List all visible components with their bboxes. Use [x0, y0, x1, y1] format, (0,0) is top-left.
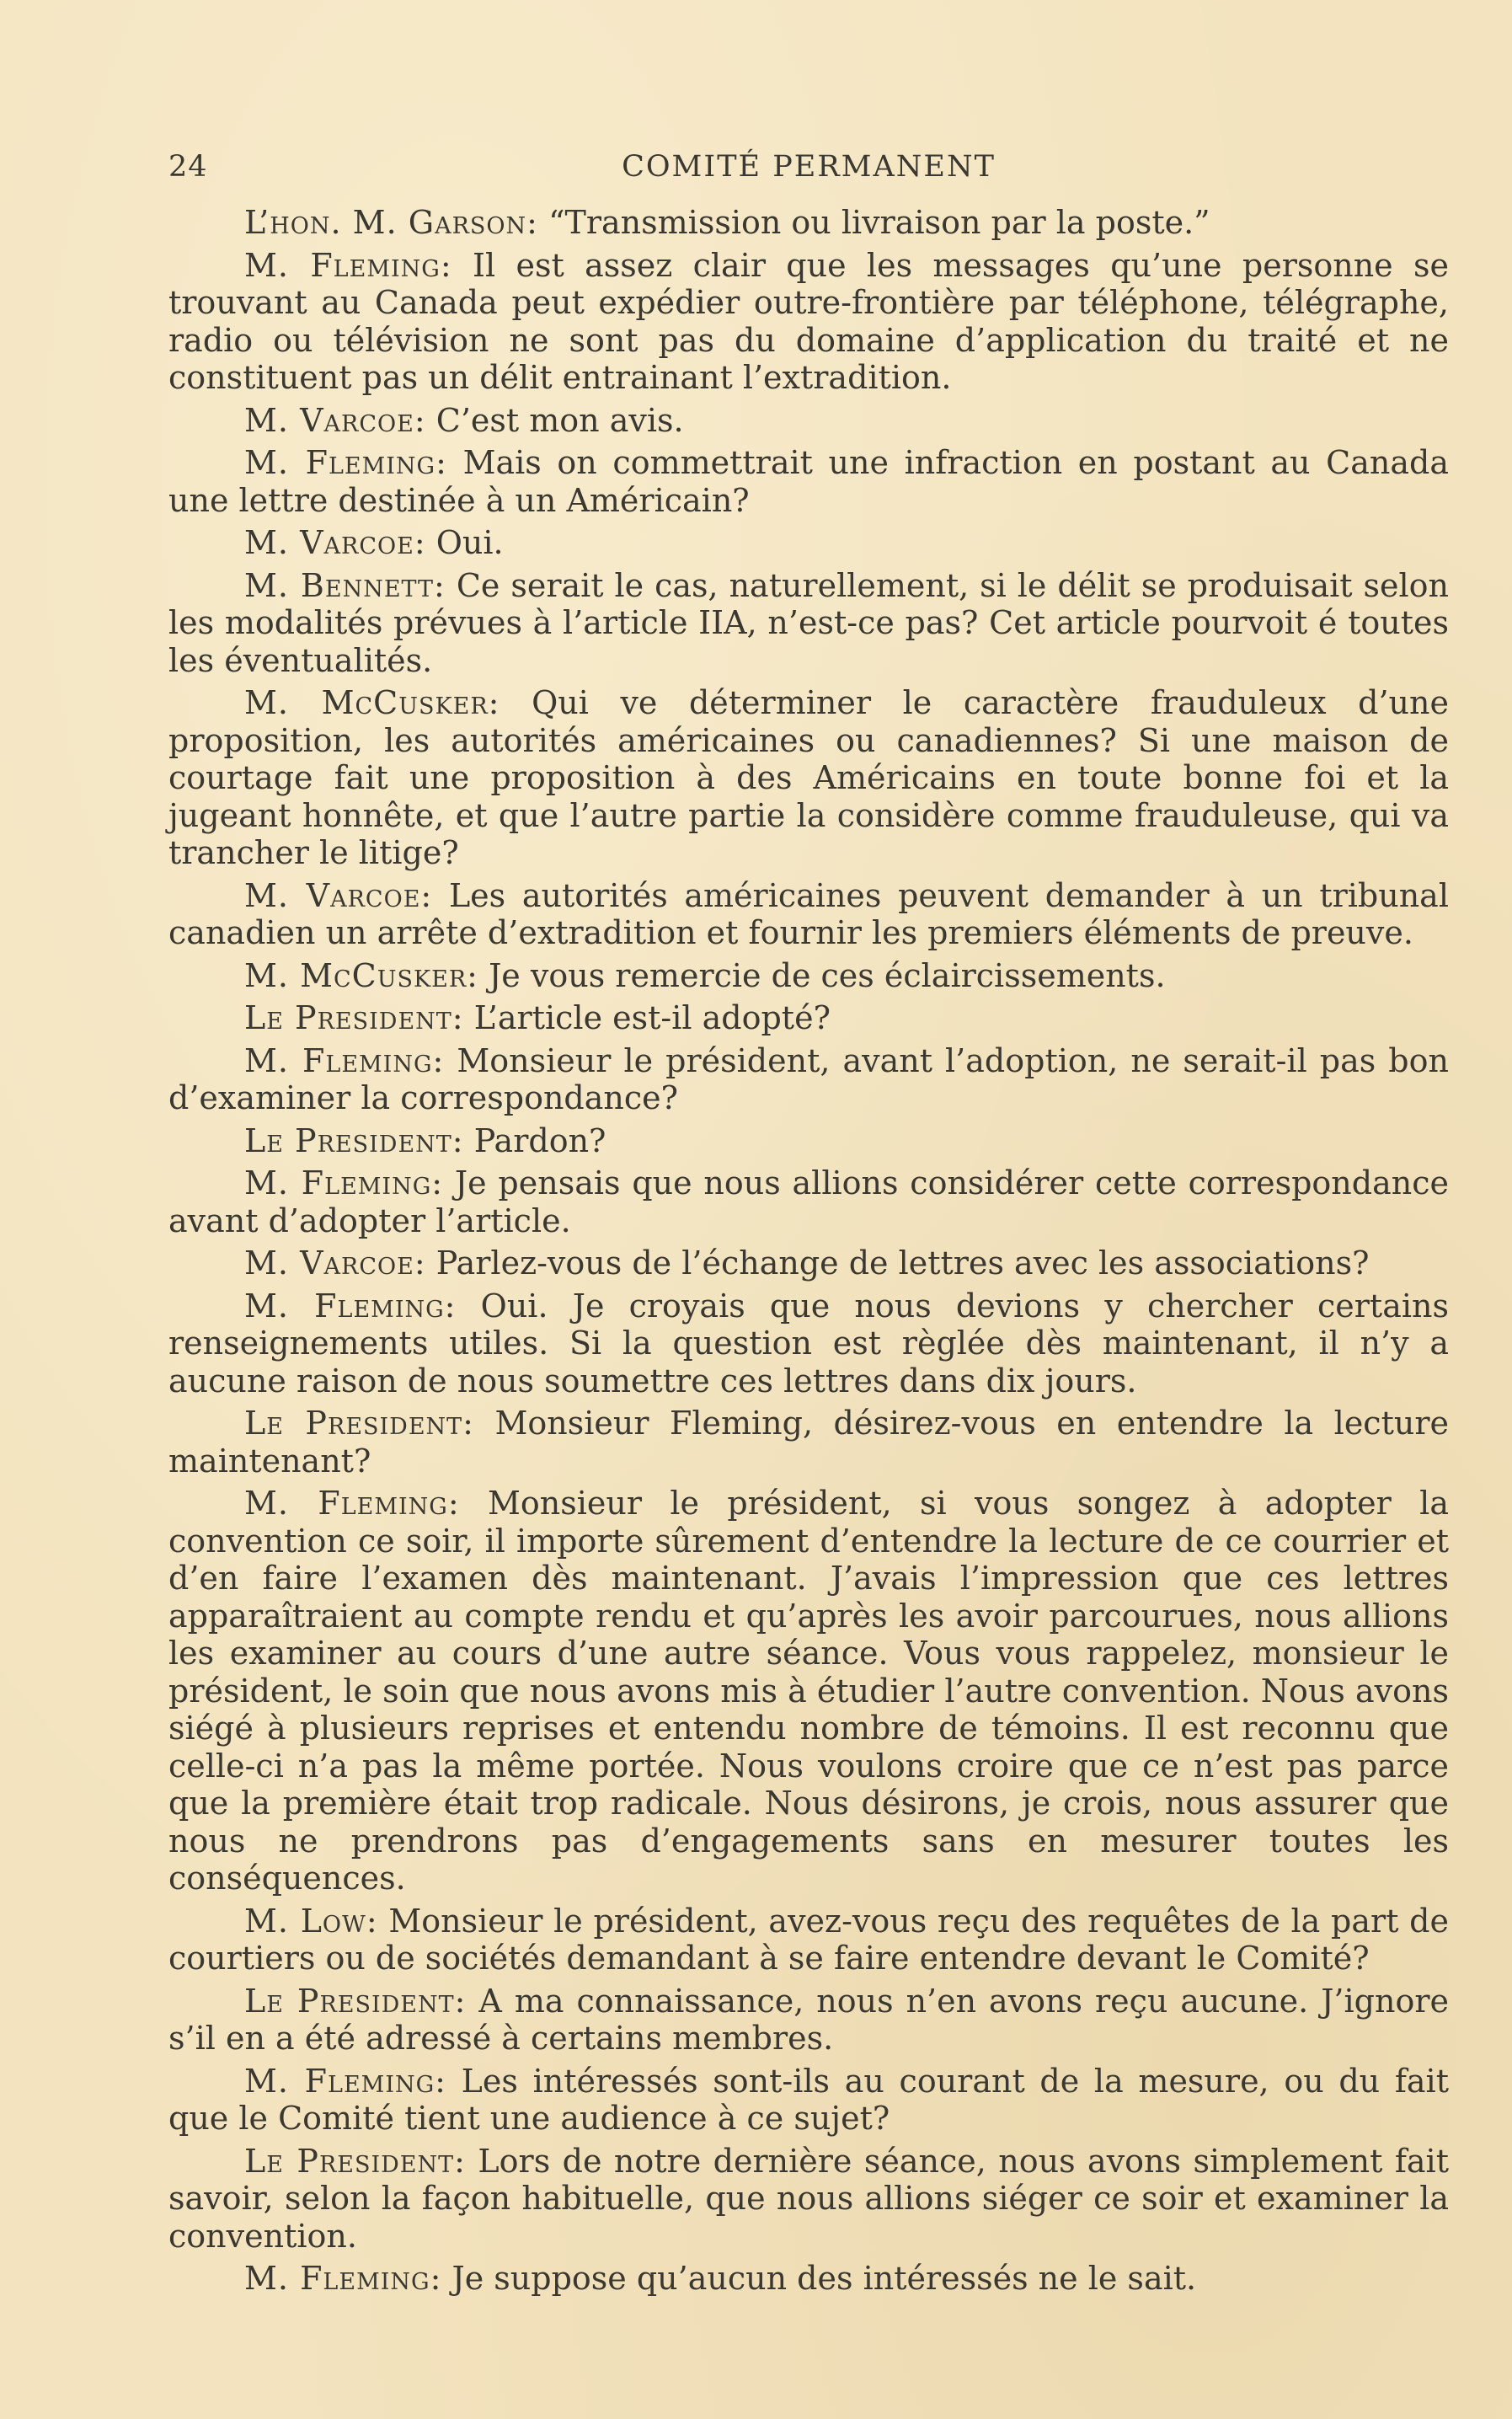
- speaker-name: L’hon. M. Garson:: [244, 204, 538, 241]
- speaker-name: M. Varcoe:: [244, 524, 426, 561]
- transcript-paragraph: [168, 2063, 1449, 2138]
- statement-text: “Transmission ou livraison par la poste.”: [548, 204, 1210, 241]
- transcript-paragraph: [168, 1903, 1449, 1977]
- speaker-name: M. Fleming:: [244, 246, 452, 284]
- transcript-body: [168, 204, 1449, 2298]
- speaker-name: M. Varcoe:: [244, 1244, 426, 1282]
- speaker-name: M. Low:: [244, 1902, 378, 1940]
- statement-text: Monsieur le président, si vous songez à adopter la convention ce soir, il importe sûrement d’entendre la lecture de ce courrier et d’en faire l’examen dès maintenant. J’avais l’impression que ces lettres apparaîtraient au compte rendu et qu’après les avoir parcourues, nous allions les examiner au cours d’une autre séance. Vous vous rappelez, monsieur le président, le soin que nous avons mis à étudier l’autre convention. Nous avons siégé à plusieurs reprises et entendu nombre de témoins. Il est reconnu que celle-ci n’a pas la même portée. Nous voulons croire que ce n’est pas parce que la première était trop radicale. Nous désirons, je crois, nous assurer que nous ne prendrons pas d’engagements sans en mesurer toutes les conséquences.: [168, 1485, 1449, 1897]
- transcript-paragraph: [168, 524, 1449, 562]
- statement-text: Il est assez clair que les messages qu’une personne se trouvant au Canada peut expédier outre-frontière par téléphone, télégraphe, radio ou télévision ne sont pas du domaine d’application du traité et ne constituent pas un délit entrainant l’extradition.: [168, 246, 1449, 396]
- statement-text: Je suppose qu’aucun des intéressés ne le sait.: [451, 2260, 1197, 2297]
- statement-text: Qui ve déterminer le caractère frauduleux d’une proposition, les autorités américaines ou canadiennes? Si une maison de courtage fait une proposition à des Américains en toute bonne foi et la jugeant honnête, et que l’autre partie la considère comme frauduleuse, qui va trancher le litige?: [168, 684, 1449, 871]
- statement-text: Les intéressés sont-ils au courant de la mesure, ou du fait que le Comité tient une audience à ce sujet?: [168, 2062, 1449, 2137]
- transcript-paragraph: [168, 247, 1449, 397]
- transcript-paragraph: [168, 567, 1449, 680]
- statement-text: Parlez-vous de l’échange de lettres avec les associations?: [435, 1244, 1370, 1282]
- running-head: COMITÉ PERMANENT: [622, 150, 996, 184]
- statement-text: Monsieur le président, avant l’adoption, ne serait-il pas bon d’examiner la correspondance?: [168, 1041, 1449, 1116]
- transcript-paragraph: [168, 1164, 1449, 1239]
- speaker-name: Le President:: [244, 1121, 464, 1159]
- statement-text: Mais on commettrait une infraction en postant au Canada une lettre destinée à un Américain?: [168, 444, 1449, 519]
- statement-text: Je vous remercie de ces éclaircissements.: [489, 956, 1166, 994]
- statement-text: Les autorités américaines peuvent demander à un tribunal canadien un arrête d’extradition et fournir les premiers éléments de preuve.: [168, 876, 1449, 951]
- speaker-name: Le President:: [244, 2142, 466, 2180]
- transcript-paragraph: [168, 1405, 1449, 1480]
- transcript-paragraph: [168, 957, 1449, 995]
- speaker-name: Le President:: [244, 1405, 474, 1442]
- speaker-name: M. Fleming:: [244, 444, 447, 481]
- statement-text: A ma connaissance, nous n’en avons reçu aucune. J’ignore s’il en a été adressé à certains membres.: [168, 1982, 1449, 2057]
- transcript-paragraph: [168, 1122, 1449, 1160]
- statement-text: Monsieur Fleming, désirez-vous en entendre la lecture maintenant?: [168, 1405, 1449, 1480]
- document-page: [168, 143, 1449, 2303]
- transcript-paragraph: [168, 2143, 1449, 2256]
- speaker-name: M. Fleming:: [244, 2062, 446, 2100]
- speaker-name: M. McCusker:: [244, 684, 500, 721]
- page-number: 24: [168, 150, 208, 184]
- transcript-paragraph: [168, 877, 1449, 952]
- transcript-paragraph: [168, 1042, 1449, 1117]
- speaker-name: M. Fleming:: [244, 1485, 460, 1522]
- speaker-name: M. Fleming:: [244, 1164, 444, 1201]
- speaker-name: M. Bennett:: [244, 566, 446, 604]
- transcript-paragraph: [168, 1983, 1449, 2058]
- statement-text: Oui.: [435, 524, 504, 561]
- speaker-name: M. Fleming:: [244, 2260, 442, 2297]
- speaker-name: M. Fleming:: [244, 1287, 457, 1325]
- statement-text: L’article est-il adopté?: [473, 999, 831, 1036]
- transcript-paragraph: [168, 204, 1449, 242]
- transcript-paragraph: [168, 2260, 1449, 2298]
- statement-text: C’est mon avis.: [435, 401, 684, 439]
- transcript-paragraph: [168, 1244, 1449, 1282]
- transcript-paragraph: [168, 444, 1449, 519]
- speaker-name: M. Varcoe:: [244, 401, 426, 439]
- speaker-name: Le President:: [244, 1982, 467, 2020]
- transcript-paragraph: [168, 1485, 1449, 1897]
- transcript-paragraph: [168, 402, 1449, 440]
- statement-text: Je pensais que nous allions considérer cette correspondance avant d’adopter l’article.: [168, 1164, 1449, 1239]
- speaker-name: M. Fleming:: [244, 1041, 445, 1079]
- statement-text: Pardon?: [473, 1121, 606, 1159]
- speaker-name: Le President:: [244, 999, 464, 1036]
- page-header: [168, 143, 1449, 194]
- speaker-name: M. Varcoe:: [244, 876, 433, 914]
- transcript-paragraph: [168, 684, 1449, 872]
- transcript-paragraph: [168, 1287, 1449, 1400]
- statement-text: Ce serait le cas, naturellement, si le délit se produisait selon les modalités prévues à l’article IIA, n’est-ce pas? Cet article pourvoit é toutes les éventualités.: [168, 566, 1449, 679]
- statement-text: Oui. Je croyais que nous devions y chercher certains renseignements utiles. Si la question est règlée dès maintenant, il n’y a aucune raison de nous soumettre ces lettres dans dix jours.: [168, 1287, 1449, 1399]
- transcript-paragraph: [168, 999, 1449, 1037]
- statement-text: Lors de notre dernière séance, nous avons simplement fait savoir, selon la façon habituelle, que nous allions siéger ce soir et examiner la convention.: [168, 2142, 1449, 2255]
- speaker-name: M. McCusker:: [244, 956, 478, 994]
- statement-text: Monsieur le président, avez-vous reçu des requêtes de la part de courtiers ou de sociétés demandant à se faire entendre devant le Comité?: [168, 1902, 1449, 1977]
